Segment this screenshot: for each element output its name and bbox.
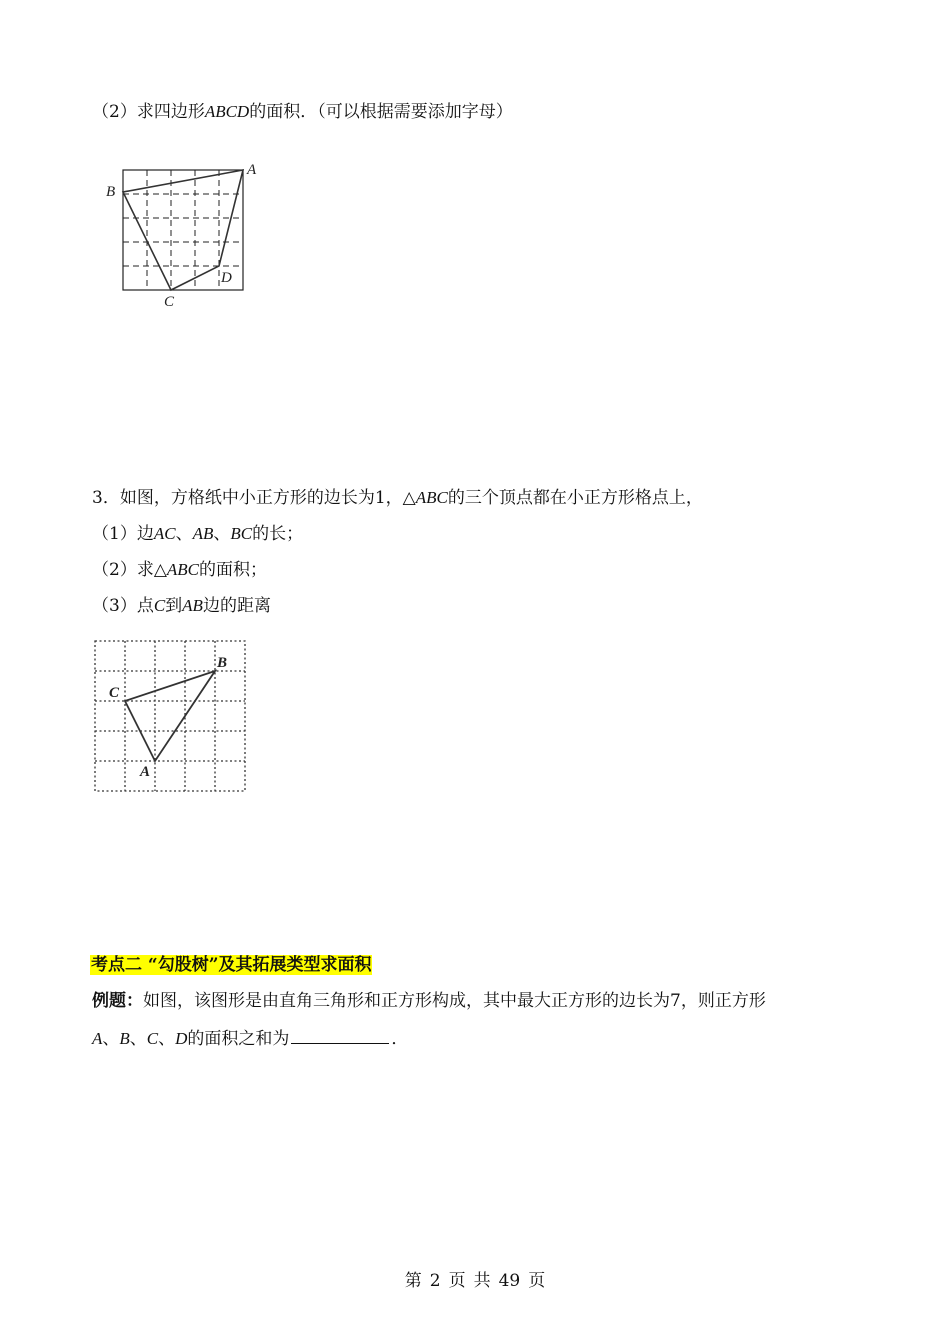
q3-p1-sep2: 、 — [213, 524, 231, 544]
example-line1 — [92, 989, 766, 1013]
q3-p2-abc: ABC — [166, 560, 199, 579]
example-d: D — [175, 1029, 188, 1048]
footer-ye: 页 — [448, 1271, 466, 1291]
q3-p3-prefix: （3）点 — [92, 596, 154, 616]
q3-p2-suffix: 的面积； — [199, 560, 267, 580]
q3-p1-prefix: （1）边 — [92, 524, 154, 544]
q3-p1-ab: AB — [192, 524, 214, 543]
example-c: C — [146, 1029, 159, 1048]
triangle-abc — [125, 671, 215, 761]
example-suffix: 的面积之和为 — [187, 1029, 290, 1049]
section2-heading: 考点二 “勾股树”及其拓展类型求面积 — [91, 955, 372, 975]
answer-blank[interactable] — [291, 1026, 389, 1044]
example-end: ． — [391, 1029, 409, 1049]
example-a: A — [92, 1029, 103, 1048]
q3-stem-prefix: 3．如图，方格纸中小正方形的边长为1，△ — [92, 488, 416, 508]
q2-part2-text — [92, 100, 513, 124]
footer-gong: 共 — [473, 1271, 491, 1291]
figure-quadrilateral-abcd — [100, 160, 270, 310]
footer-total-pages: 49 — [498, 1271, 521, 1291]
q3-p3-suffix: 边的距离 — [202, 596, 271, 616]
q3-stem-abc: ABC — [415, 488, 448, 507]
q3-p3-mid: 到 — [165, 596, 183, 616]
section2-heading-line — [90, 953, 372, 977]
footer-page-number: 2 — [429, 1271, 441, 1291]
figure-triangle-abc — [90, 636, 260, 806]
example-line2 — [92, 1026, 408, 1051]
label-c: C — [164, 294, 175, 310]
label-c: C — [109, 685, 120, 701]
page-footer — [0, 1266, 950, 1291]
label-b: B — [217, 655, 228, 671]
label-a: A — [140, 764, 151, 780]
q3-part2 — [92, 558, 267, 582]
example-sep3: 、 — [158, 1029, 176, 1049]
example-text: 如图，该图形是由直角三角形和正方形构成，其中最大正方形的边长为7，则正方形 — [143, 991, 766, 1011]
q3-part3 — [92, 594, 271, 618]
example-label: 例题： — [92, 991, 143, 1011]
label-a: A — [247, 162, 257, 178]
footer-di: 第 — [404, 1271, 422, 1291]
q3-p1-bc: BC — [230, 524, 253, 543]
q3-p1-sep1: 、 — [175, 524, 193, 544]
q3-p3-c: C — [153, 596, 166, 615]
q2-abcd: ABCD — [204, 102, 250, 121]
example-sep1: 、 — [102, 1029, 120, 1049]
label-d: D — [221, 270, 232, 286]
q3-p2-prefix: （2）求△ — [92, 560, 167, 580]
q3-p1-ac: AC — [153, 524, 176, 543]
q2-suffix: 的面积．（可以根据需要添加字母） — [249, 102, 513, 122]
example-sep2: 、 — [129, 1029, 147, 1049]
example-b: B — [119, 1029, 130, 1048]
q3-p3-ab: AB — [182, 596, 203, 615]
q2-prefix: （2）求四边形 — [92, 102, 205, 122]
label-b: B — [106, 184, 116, 200]
q3-p1-suffix: 的长； — [252, 524, 304, 544]
q3-stem-suffix: 的三个顶点都在小正方形格点上， — [447, 488, 703, 508]
q3-stem — [92, 486, 703, 510]
footer-ye2: 页 — [528, 1271, 546, 1291]
q3-part1 — [92, 522, 303, 546]
